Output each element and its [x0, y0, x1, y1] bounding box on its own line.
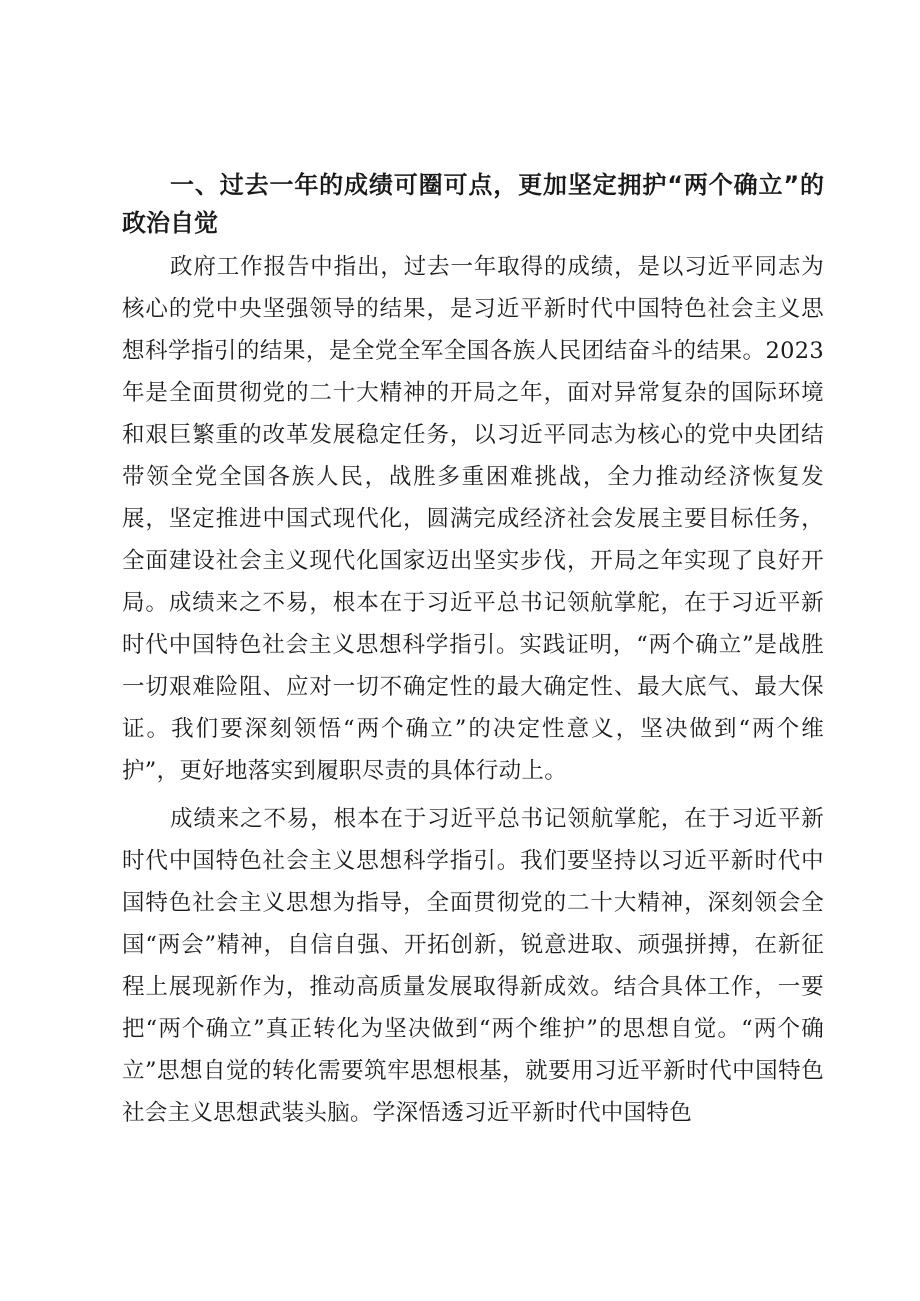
paragraph-1: 政府工作报告中指出，过去一年取得的成绩，是以习近平同志为核心的党中央坚强领导的结果，是习近平新时代中国特色社会主义思想科学指引的结果，是全党全军全国各族人民团结奋斗的结果。2023年是全面贯彻党的二十大精神的开局之年，面对异常复杂的国际环境和艰巨繁重的改革发展稳定任务，以习近平同志为核心的党中央团结带领全党全国各族人民，战胜多重困难挑战，全力推动经济恢复发展，坚定推进中国式现代化，圆满完成经济社会发展主要目标任务，全面建设社会主义现代化国家迈出坚实步伐，开局之年实现了良好开局。成绩来之不易，根本在于习近平总书记领航掌舵，在于习近平新时代中国特色社会主义思想科学指引。实践证明，“两个确立”是战胜一切艰难险阻、应对一切不确定性的最大确定性、最大底气、最大保证。我们要深刻领悟“两个确立”的决定性意义，坚决做到“两个维护”，更好地落实到履职尽责的具体行动上。 [122, 254, 824, 784]
paragraph-2: 成绩来之不易，根本在于习近平总书记领航掌舵，在于习近平新时代中国特色社会主义思想科学指引。我们要坚持以习近平新时代中国特色社会主义思想为指导，全面贯彻党的二十大精神，深刻领会全国“两会”精神，自信自强、开拓创新，锐意进取、顽强拼搏，在新征程上展现新作为，推动高质量发展取得新成效。结合具体工作，一要把“两个确立”真正转化为坚决做到“两个维护”的思想自觉。“两个确立”思想自觉的转化需要筑牢思想根基，就要用习近平新时代中国特色社会主义思想武装头脑。学深悟透习近平新时代中国特色 [122, 806, 824, 1126]
section-heading: 一、过去一年的成绩可圈可点，更加坚定拥护“两个确立”的政治自觉 [122, 171, 824, 237]
document-body [122, 166, 824, 1134]
